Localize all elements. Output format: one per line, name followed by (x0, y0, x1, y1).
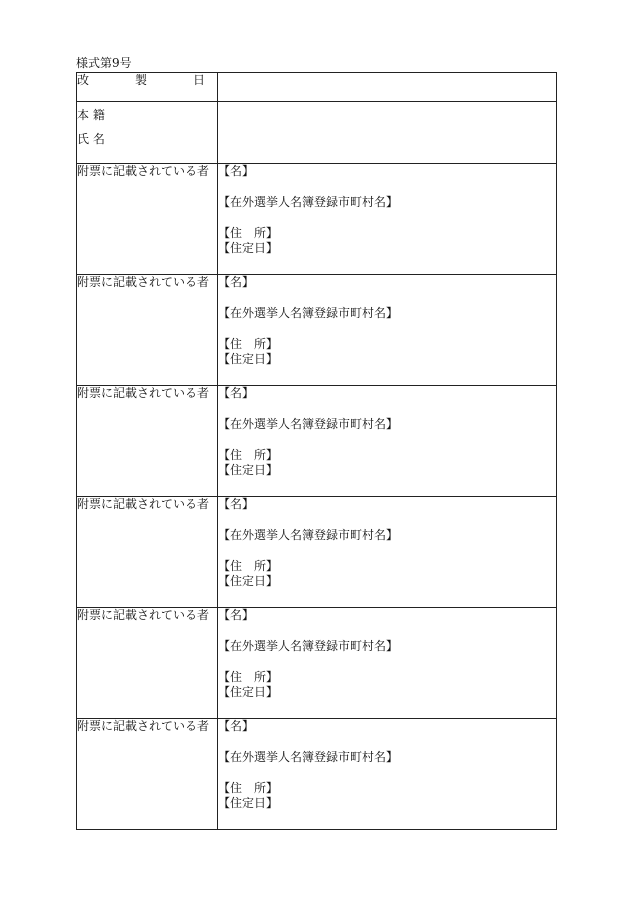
person-fields-2[interactable] (218, 275, 557, 386)
person-label-1: 附票に記載されている者 (77, 164, 218, 275)
person-municipality-field-1: 【在外選挙人名簿登録市町村名】 (218, 195, 399, 209)
person-municipality-field-5: 【在外選挙人名簿登録市町村名】 (218, 639, 399, 653)
person-moving-date-field-5: 【住定日】 (218, 685, 279, 699)
person-name-field-4: 【名】 (218, 497, 255, 511)
revision-date-row (77, 73, 557, 102)
person-name-field-5: 【名】 (218, 608, 255, 622)
person-address-field-6: 【住 所】 (218, 781, 279, 795)
revision-date-char-1: 改 (77, 73, 90, 87)
person-moving-date-field-4: 【住定日】 (218, 574, 279, 588)
person-row-2 (77, 275, 557, 386)
person-fields-1[interactable] (218, 164, 557, 275)
person-name-field-3: 【名】 (218, 386, 255, 400)
person-moving-date-field-6: 【住定日】 (218, 796, 279, 810)
name-label (77, 132, 205, 147)
name-char-1: 氏 (77, 132, 90, 146)
honseki-char-1: 本 (77, 108, 90, 122)
person-label-2: 附票に記載されている者 (77, 275, 218, 386)
person-label-3: 附票に記載されている者 (77, 386, 218, 497)
person-label-6: 附票に記載されている者 (77, 719, 218, 830)
person-row-5 (77, 608, 557, 719)
person-fields-3[interactable] (218, 386, 557, 497)
person-municipality-field-2: 【在外選挙人名簿登録市町村名】 (218, 306, 399, 320)
revision-date-char-2: 製 (134, 73, 147, 87)
person-row-4 (77, 497, 557, 608)
person-label-5: 附票に記載されている者 (77, 608, 218, 719)
person-municipality-field-6: 【在外選挙人名簿登録市町村名】 (218, 750, 399, 764)
person-fields-4[interactable] (218, 497, 557, 608)
revision-date-char-3: 日 (192, 73, 205, 87)
identity-value[interactable] (218, 102, 557, 164)
person-name-field-1: 【名】 (218, 164, 255, 178)
register-form-table (76, 72, 557, 830)
person-moving-date-field-2: 【住定日】 (218, 352, 279, 366)
identity-label (77, 102, 218, 164)
identity-row (77, 102, 557, 164)
revision-date-label (77, 73, 218, 102)
person-fields-5[interactable] (218, 608, 557, 719)
person-address-field-2: 【住 所】 (218, 337, 279, 351)
person-row-3 (77, 386, 557, 497)
person-row-6 (77, 719, 557, 830)
revision-date-value[interactable] (218, 73, 557, 102)
person-moving-date-field-1: 【住定日】 (218, 241, 279, 255)
person-address-field-1: 【住 所】 (218, 226, 279, 240)
person-municipality-field-3: 【在外選挙人名簿登録市町村名】 (218, 417, 399, 431)
honseki-char-2: 籍 (92, 108, 105, 122)
honseki-label (77, 108, 205, 123)
person-row-1 (77, 164, 557, 275)
person-address-field-5: 【住 所】 (218, 670, 279, 684)
person-fields-6[interactable] (218, 719, 557, 830)
form-number-label: 様式第9号 (76, 56, 132, 70)
person-name-field-6: 【名】 (218, 719, 255, 733)
person-moving-date-field-3: 【住定日】 (218, 463, 279, 477)
person-name-field-2: 【名】 (218, 275, 255, 289)
person-label-4: 附票に記載されている者 (77, 497, 218, 608)
name-char-2: 名 (92, 132, 105, 146)
person-address-field-4: 【住 所】 (218, 559, 279, 573)
person-municipality-field-4: 【在外選挙人名簿登録市町村名】 (218, 528, 399, 542)
person-address-field-3: 【住 所】 (218, 448, 279, 462)
